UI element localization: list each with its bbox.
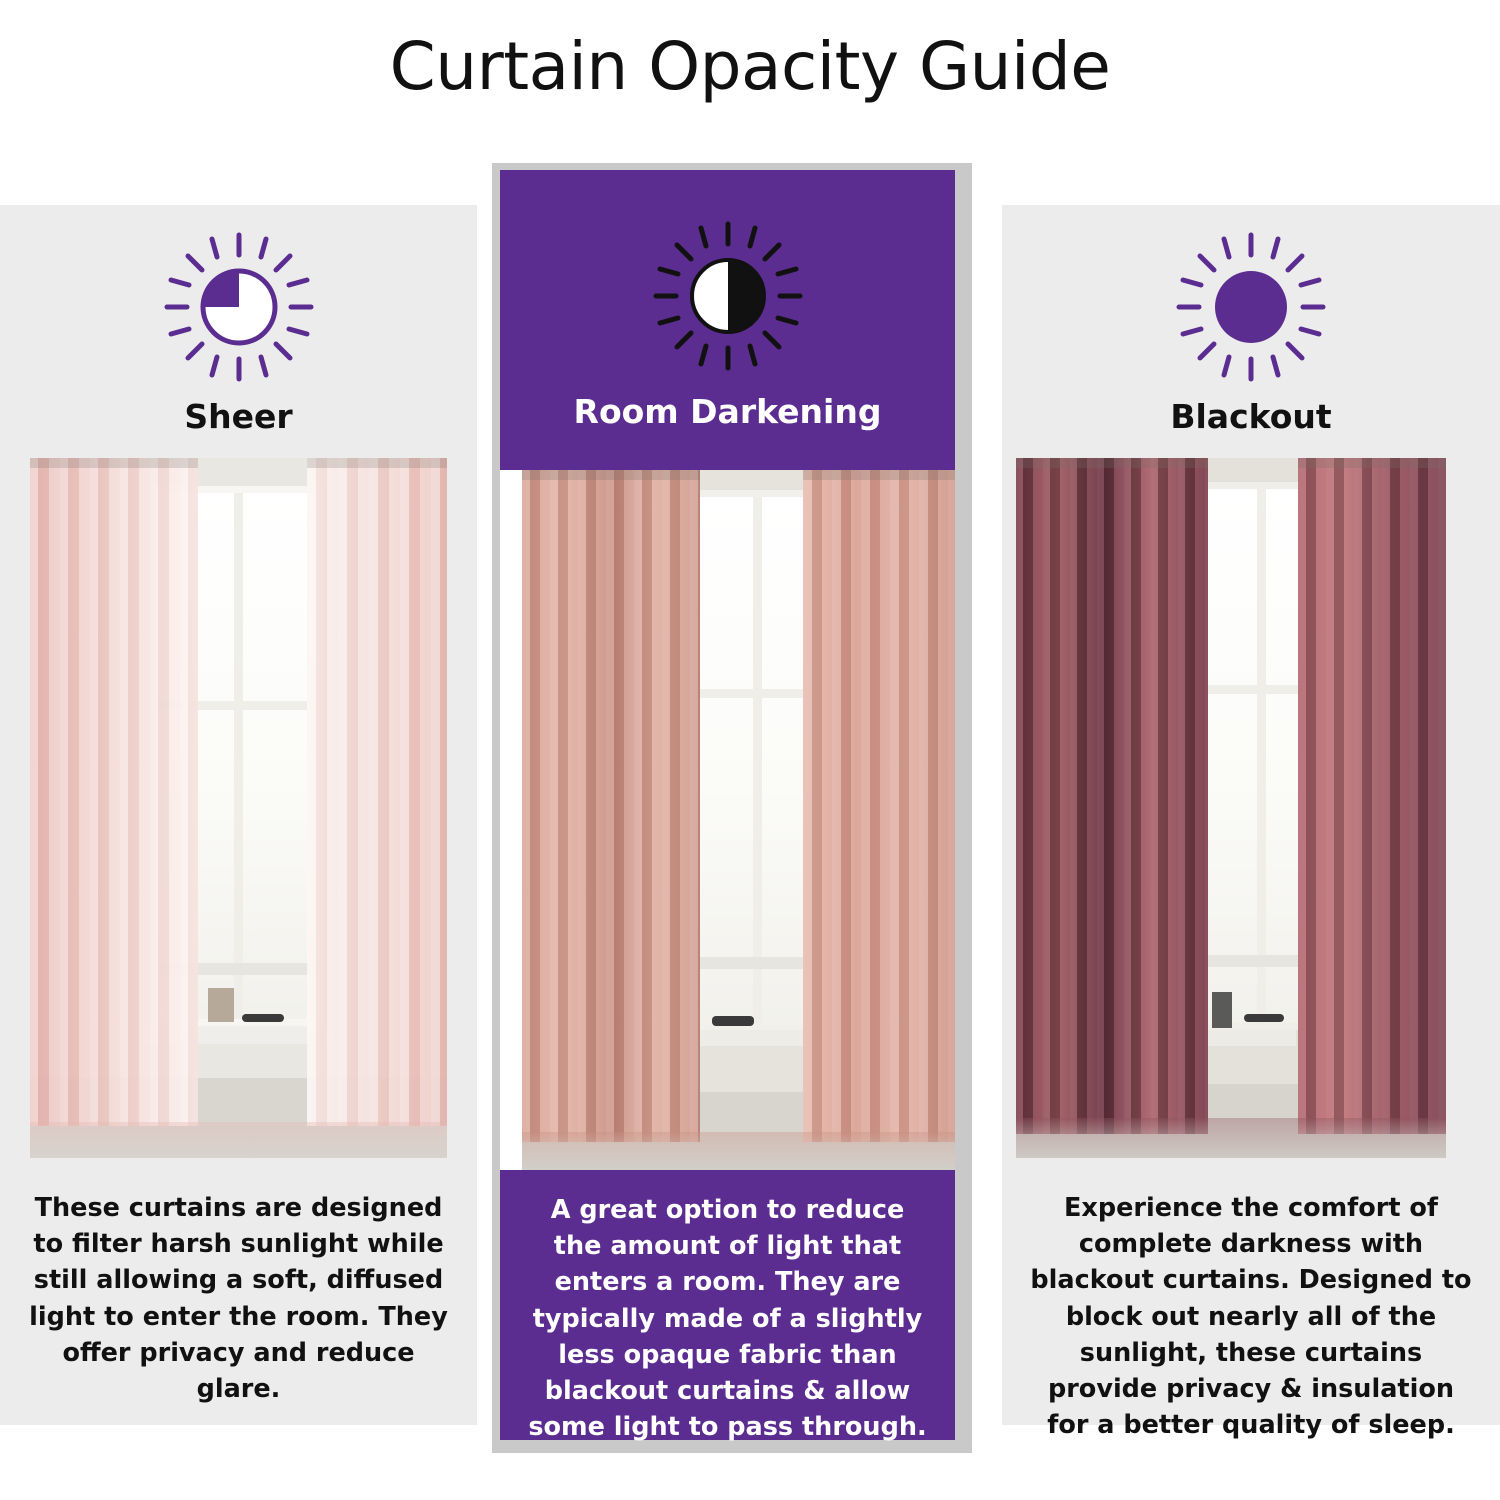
room-darkening-icon-wrap (500, 216, 955, 376)
column-sheer (0, 205, 477, 1425)
room-darkening-caption: A great option to reduce the amount of light that enters a room. They are typically made of a slightly less opaque fabric than blackout curtains & allow some light to pass through. (528, 1195, 927, 1443)
blackout-image (1016, 458, 1446, 1158)
room-darkening-curtain-right (803, 470, 955, 1142)
sun-quarter-fill-icon (159, 227, 319, 387)
column-room-darkening (500, 170, 955, 1443)
blackout-caption: Experience the comfort of complete darkness with blackout curtains. Designed to block out nearly all of the sunlight, these curtains provide privacy & insulation for a better quality of sleep. (1030, 1193, 1472, 1441)
room-darkening-curtain-left (522, 470, 700, 1142)
columns-band (0, 205, 1500, 1443)
room-darkening-image (522, 470, 955, 1170)
sheer-curtain-right (307, 458, 447, 1126)
sun-half-fill-icon (648, 216, 808, 376)
room-darkening-label: Room Darkening (573, 392, 882, 431)
sheer-label: Sheer (184, 397, 293, 436)
blackout-icon-wrap (1002, 227, 1500, 387)
blackout-label: Blackout (1170, 397, 1332, 436)
sheer-curtain-left (30, 458, 198, 1126)
sun-full-fill-icon (1171, 227, 1331, 387)
sheer-caption: These curtains are designed to filter harsh sunlight while still allowing a soft, diffused light to enter the room. They offer privacy and reduce glare. (29, 1193, 448, 1405)
column-blackout (1002, 205, 1500, 1441)
blackout-curtain-right (1298, 458, 1446, 1134)
blackout-curtain-left (1016, 458, 1208, 1134)
sheer-image (30, 458, 447, 1158)
sheer-icon-wrap (0, 227, 477, 387)
page-title: Curtain Opacity Guide (389, 28, 1111, 105)
